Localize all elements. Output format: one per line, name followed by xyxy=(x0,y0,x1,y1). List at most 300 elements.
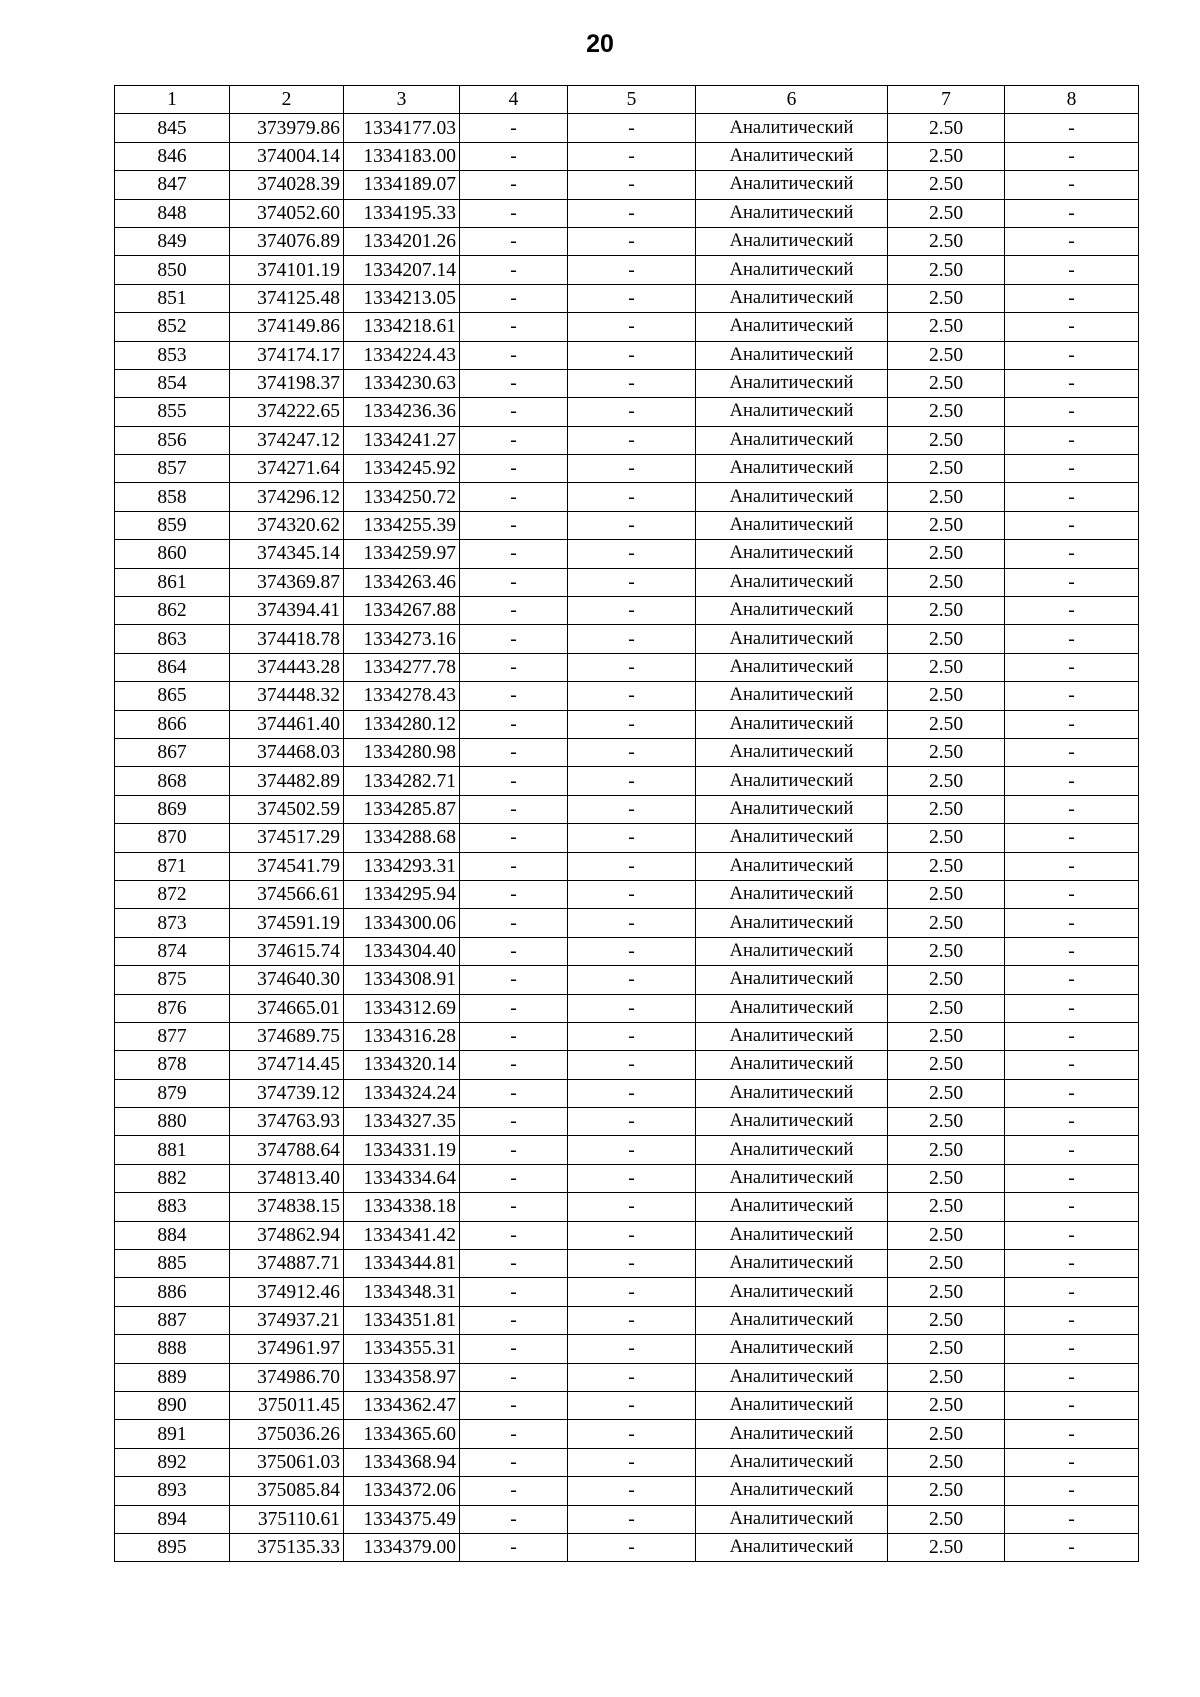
y-coordinate-cell: 1334348.31 xyxy=(344,1278,460,1306)
y-coordinate-cell: 1334293.31 xyxy=(344,852,460,880)
col4-cell: - xyxy=(460,767,568,795)
col5-cell: - xyxy=(568,966,696,994)
x-coordinate-cell: 374004.14 xyxy=(230,142,344,170)
y-coordinate-cell: 1334351.81 xyxy=(344,1306,460,1334)
method-cell: Аналитический xyxy=(696,1221,888,1249)
col8-cell: - xyxy=(1005,256,1139,284)
col4-cell: - xyxy=(460,1477,568,1505)
col5-cell: - xyxy=(568,483,696,511)
table-row xyxy=(115,1136,1139,1164)
col8-cell: - xyxy=(1005,313,1139,341)
col4-cell: - xyxy=(460,511,568,539)
method-cell: Аналитический xyxy=(696,1363,888,1391)
table-row xyxy=(115,455,1139,483)
col4-cell: - xyxy=(460,540,568,568)
y-coordinate-cell: 1334355.31 xyxy=(344,1335,460,1363)
col4-cell: - xyxy=(460,455,568,483)
accuracy-cell: 2.50 xyxy=(888,1193,1005,1221)
point-number-cell: 878 xyxy=(115,1051,230,1079)
accuracy-cell: 2.50 xyxy=(888,341,1005,369)
y-coordinate-cell: 1334316.28 xyxy=(344,1022,460,1050)
method-cell: Аналитический xyxy=(696,1306,888,1334)
x-coordinate-cell: 374149.86 xyxy=(230,313,344,341)
col8-cell: - xyxy=(1005,511,1139,539)
x-coordinate-cell: 374101.19 xyxy=(230,256,344,284)
point-number-cell: 877 xyxy=(115,1022,230,1050)
col8-cell: - xyxy=(1005,1108,1139,1136)
col8-cell: - xyxy=(1005,483,1139,511)
accuracy-cell: 2.50 xyxy=(888,1164,1005,1192)
x-coordinate-cell: 374076.89 xyxy=(230,227,344,255)
x-coordinate-cell: 374566.61 xyxy=(230,880,344,908)
col4-cell: - xyxy=(460,1448,568,1476)
table-row xyxy=(115,824,1139,852)
point-number-cell: 864 xyxy=(115,653,230,681)
accuracy-cell: 2.50 xyxy=(888,1278,1005,1306)
col5-cell: - xyxy=(568,767,696,795)
table-row xyxy=(115,682,1139,710)
col4-cell: - xyxy=(460,1079,568,1107)
x-coordinate-cell: 374615.74 xyxy=(230,937,344,965)
table-row xyxy=(115,1420,1139,1448)
accuracy-cell: 2.50 xyxy=(888,1306,1005,1334)
method-cell: Аналитический xyxy=(696,1079,888,1107)
method-cell: Аналитический xyxy=(696,199,888,227)
x-coordinate-cell: 373979.86 xyxy=(230,114,344,142)
accuracy-cell: 2.50 xyxy=(888,1477,1005,1505)
accuracy-cell: 2.50 xyxy=(888,597,1005,625)
col4-cell: - xyxy=(460,1363,568,1391)
col4-cell: - xyxy=(460,1193,568,1221)
col4-cell: - xyxy=(460,824,568,852)
col4-cell: - xyxy=(460,1136,568,1164)
table-row xyxy=(115,398,1139,426)
y-coordinate-cell: 1334282.71 xyxy=(344,767,460,795)
table-row xyxy=(115,369,1139,397)
col5-cell: - xyxy=(568,142,696,170)
method-cell: Аналитический xyxy=(696,625,888,653)
x-coordinate-cell: 374591.19 xyxy=(230,909,344,937)
method-cell: Аналитический xyxy=(696,568,888,596)
accuracy-cell: 2.50 xyxy=(888,1363,1005,1391)
x-coordinate-cell: 374937.21 xyxy=(230,1306,344,1334)
table-row xyxy=(115,994,1139,1022)
x-coordinate-cell: 374862.94 xyxy=(230,1221,344,1249)
accuracy-cell: 2.50 xyxy=(888,1108,1005,1136)
col5-cell: - xyxy=(568,369,696,397)
col8-cell: - xyxy=(1005,142,1139,170)
col5-cell: - xyxy=(568,398,696,426)
table-row xyxy=(115,937,1139,965)
accuracy-cell: 2.50 xyxy=(888,1136,1005,1164)
point-number-cell: 884 xyxy=(115,1221,230,1249)
y-coordinate-cell: 1334312.69 xyxy=(344,994,460,1022)
method-cell: Аналитический xyxy=(696,511,888,539)
col8-cell: - xyxy=(1005,1533,1139,1561)
method-cell: Аналитический xyxy=(696,994,888,1022)
col8-cell: - xyxy=(1005,1391,1139,1419)
method-cell: Аналитический xyxy=(696,738,888,766)
col4-cell: - xyxy=(460,171,568,199)
accuracy-cell: 2.50 xyxy=(888,1505,1005,1533)
point-number-cell: 865 xyxy=(115,682,230,710)
table-row xyxy=(115,511,1139,539)
col8-cell: - xyxy=(1005,1363,1139,1391)
col5-cell: - xyxy=(568,199,696,227)
method-cell: Аналитический xyxy=(696,824,888,852)
y-coordinate-cell: 1334362.47 xyxy=(344,1391,460,1419)
x-coordinate-cell: 374714.45 xyxy=(230,1051,344,1079)
col8-cell: - xyxy=(1005,1505,1139,1533)
col8-cell: - xyxy=(1005,171,1139,199)
point-number-cell: 852 xyxy=(115,313,230,341)
col5-cell: - xyxy=(568,852,696,880)
col8-cell: - xyxy=(1005,1022,1139,1050)
accuracy-cell: 2.50 xyxy=(888,426,1005,454)
col8-cell: - xyxy=(1005,824,1139,852)
col8-cell: - xyxy=(1005,568,1139,596)
col8-cell: - xyxy=(1005,597,1139,625)
column-header: 6 xyxy=(696,86,888,114)
table-row xyxy=(115,1448,1139,1476)
col5-cell: - xyxy=(568,682,696,710)
y-coordinate-cell: 1334358.97 xyxy=(344,1363,460,1391)
col5-cell: - xyxy=(568,1391,696,1419)
col4-cell: - xyxy=(460,1505,568,1533)
y-coordinate-cell: 1334183.00 xyxy=(344,142,460,170)
col4-cell: - xyxy=(460,597,568,625)
col8-cell: - xyxy=(1005,1420,1139,1448)
y-coordinate-cell: 1334224.43 xyxy=(344,341,460,369)
x-coordinate-cell: 375061.03 xyxy=(230,1448,344,1476)
col5-cell: - xyxy=(568,1051,696,1079)
x-coordinate-cell: 374541.79 xyxy=(230,852,344,880)
point-number-cell: 882 xyxy=(115,1164,230,1192)
y-coordinate-cell: 1334201.26 xyxy=(344,227,460,255)
col8-cell: - xyxy=(1005,1250,1139,1278)
table-row xyxy=(115,738,1139,766)
accuracy-cell: 2.50 xyxy=(888,568,1005,596)
table-row xyxy=(115,142,1139,170)
x-coordinate-cell: 374028.39 xyxy=(230,171,344,199)
table-row xyxy=(115,568,1139,596)
col8-cell: - xyxy=(1005,1448,1139,1476)
accuracy-cell: 2.50 xyxy=(888,1335,1005,1363)
method-cell: Аналитический xyxy=(696,795,888,823)
table-header-row xyxy=(115,86,1139,114)
point-number-cell: 892 xyxy=(115,1448,230,1476)
accuracy-cell: 2.50 xyxy=(888,1391,1005,1419)
table-row xyxy=(115,1221,1139,1249)
x-coordinate-cell: 374125.48 xyxy=(230,284,344,312)
table-row xyxy=(115,1363,1139,1391)
y-coordinate-cell: 1334213.05 xyxy=(344,284,460,312)
y-coordinate-cell: 1334263.46 xyxy=(344,568,460,596)
y-coordinate-cell: 1334300.06 xyxy=(344,909,460,937)
col4-cell: - xyxy=(460,994,568,1022)
point-number-cell: 872 xyxy=(115,880,230,908)
y-coordinate-cell: 1334250.72 xyxy=(344,483,460,511)
col4-cell: - xyxy=(460,1022,568,1050)
x-coordinate-cell: 374838.15 xyxy=(230,1193,344,1221)
col5-cell: - xyxy=(568,1079,696,1107)
table-row xyxy=(115,284,1139,312)
col4-cell: - xyxy=(460,369,568,397)
table-row xyxy=(115,1278,1139,1306)
col8-cell: - xyxy=(1005,852,1139,880)
point-number-cell: 861 xyxy=(115,568,230,596)
col4-cell: - xyxy=(460,426,568,454)
point-number-cell: 880 xyxy=(115,1108,230,1136)
col5-cell: - xyxy=(568,824,696,852)
accuracy-cell: 2.50 xyxy=(888,767,1005,795)
point-number-cell: 846 xyxy=(115,142,230,170)
y-coordinate-cell: 1334280.12 xyxy=(344,710,460,738)
point-number-cell: 857 xyxy=(115,455,230,483)
method-cell: Аналитический xyxy=(696,909,888,937)
table-row xyxy=(115,909,1139,937)
method-cell: Аналитический xyxy=(696,966,888,994)
table-row xyxy=(115,1477,1139,1505)
point-number-cell: 860 xyxy=(115,540,230,568)
accuracy-cell: 2.50 xyxy=(888,284,1005,312)
point-number-cell: 871 xyxy=(115,852,230,880)
col4-cell: - xyxy=(460,1250,568,1278)
x-coordinate-cell: 374052.60 xyxy=(230,199,344,227)
y-coordinate-cell: 1334331.19 xyxy=(344,1136,460,1164)
table-row xyxy=(115,1250,1139,1278)
x-coordinate-cell: 375110.61 xyxy=(230,1505,344,1533)
method-cell: Аналитический xyxy=(696,1136,888,1164)
accuracy-cell: 2.50 xyxy=(888,540,1005,568)
col8-cell: - xyxy=(1005,455,1139,483)
method-cell: Аналитический xyxy=(696,1533,888,1561)
accuracy-cell: 2.50 xyxy=(888,1420,1005,1448)
y-coordinate-cell: 1334375.49 xyxy=(344,1505,460,1533)
x-coordinate-cell: 375135.33 xyxy=(230,1533,344,1561)
table-body xyxy=(115,114,1139,1562)
col8-cell: - xyxy=(1005,1079,1139,1107)
col4-cell: - xyxy=(460,710,568,738)
table-row xyxy=(115,1335,1139,1363)
accuracy-cell: 2.50 xyxy=(888,313,1005,341)
x-coordinate-cell: 374788.64 xyxy=(230,1136,344,1164)
col8-cell: - xyxy=(1005,199,1139,227)
accuracy-cell: 2.50 xyxy=(888,682,1005,710)
col4-cell: - xyxy=(460,1164,568,1192)
x-coordinate-cell: 374296.12 xyxy=(230,483,344,511)
x-coordinate-cell: 375011.45 xyxy=(230,1391,344,1419)
table-row xyxy=(115,625,1139,653)
col4-cell: - xyxy=(460,114,568,142)
table-row xyxy=(115,966,1139,994)
accuracy-cell: 2.50 xyxy=(888,227,1005,255)
y-coordinate-cell: 1334327.35 xyxy=(344,1108,460,1136)
point-number-cell: 879 xyxy=(115,1079,230,1107)
accuracy-cell: 2.50 xyxy=(888,1533,1005,1561)
method-cell: Аналитический xyxy=(696,1193,888,1221)
col5-cell: - xyxy=(568,256,696,284)
column-header: 1 xyxy=(115,86,230,114)
col5-cell: - xyxy=(568,994,696,1022)
method-cell: Аналитический xyxy=(696,682,888,710)
col8-cell: - xyxy=(1005,284,1139,312)
col4-cell: - xyxy=(460,682,568,710)
col5-cell: - xyxy=(568,710,696,738)
x-coordinate-cell: 374665.01 xyxy=(230,994,344,1022)
point-number-cell: 888 xyxy=(115,1335,230,1363)
point-number-cell: 881 xyxy=(115,1136,230,1164)
point-number-cell: 854 xyxy=(115,369,230,397)
method-cell: Аналитический xyxy=(696,369,888,397)
accuracy-cell: 2.50 xyxy=(888,653,1005,681)
x-coordinate-cell: 374502.59 xyxy=(230,795,344,823)
y-coordinate-cell: 1334236.36 xyxy=(344,398,460,426)
point-number-cell: 890 xyxy=(115,1391,230,1419)
y-coordinate-cell: 1334295.94 xyxy=(344,880,460,908)
col4-cell: - xyxy=(460,880,568,908)
col5-cell: - xyxy=(568,1505,696,1533)
accuracy-cell: 2.50 xyxy=(888,625,1005,653)
table-row xyxy=(115,710,1139,738)
table-row xyxy=(115,1108,1139,1136)
col4-cell: - xyxy=(460,256,568,284)
point-number-cell: 869 xyxy=(115,795,230,823)
col8-cell: - xyxy=(1005,540,1139,568)
table-row xyxy=(115,1079,1139,1107)
accuracy-cell: 2.50 xyxy=(888,937,1005,965)
x-coordinate-cell: 374461.40 xyxy=(230,710,344,738)
column-header: 2 xyxy=(230,86,344,114)
col4-cell: - xyxy=(460,1278,568,1306)
accuracy-cell: 2.50 xyxy=(888,909,1005,937)
y-coordinate-cell: 1334320.14 xyxy=(344,1051,460,1079)
accuracy-cell: 2.50 xyxy=(888,199,1005,227)
col5-cell: - xyxy=(568,568,696,596)
col8-cell: - xyxy=(1005,369,1139,397)
table-row xyxy=(115,114,1139,142)
col4-cell: - xyxy=(460,568,568,596)
y-coordinate-cell: 1334334.64 xyxy=(344,1164,460,1192)
y-coordinate-cell: 1334241.27 xyxy=(344,426,460,454)
point-number-cell: 847 xyxy=(115,171,230,199)
table-row xyxy=(115,199,1139,227)
x-coordinate-cell: 374222.65 xyxy=(230,398,344,426)
y-coordinate-cell: 1334344.81 xyxy=(344,1250,460,1278)
col8-cell: - xyxy=(1005,114,1139,142)
y-coordinate-cell: 1334304.40 xyxy=(344,937,460,965)
col5-cell: - xyxy=(568,1136,696,1164)
y-coordinate-cell: 1334273.16 xyxy=(344,625,460,653)
method-cell: Аналитический xyxy=(696,1022,888,1050)
col8-cell: - xyxy=(1005,1051,1139,1079)
col5-cell: - xyxy=(568,1022,696,1050)
table-row xyxy=(115,1391,1139,1419)
col4-cell: - xyxy=(460,227,568,255)
method-cell: Аналитический xyxy=(696,398,888,426)
method-cell: Аналитический xyxy=(696,1391,888,1419)
col4-cell: - xyxy=(460,199,568,227)
col8-cell: - xyxy=(1005,398,1139,426)
col8-cell: - xyxy=(1005,795,1139,823)
coordinates-table xyxy=(114,85,1139,1562)
col5-cell: - xyxy=(568,1193,696,1221)
y-coordinate-cell: 1334189.07 xyxy=(344,171,460,199)
method-cell: Аналитический xyxy=(696,1505,888,1533)
x-coordinate-cell: 374739.12 xyxy=(230,1079,344,1107)
accuracy-cell: 2.50 xyxy=(888,1022,1005,1050)
col5-cell: - xyxy=(568,597,696,625)
method-cell: Аналитический xyxy=(696,1335,888,1363)
col5-cell: - xyxy=(568,1448,696,1476)
point-number-cell: 874 xyxy=(115,937,230,965)
table-row xyxy=(115,426,1139,454)
method-cell: Аналитический xyxy=(696,937,888,965)
accuracy-cell: 2.50 xyxy=(888,1448,1005,1476)
col5-cell: - xyxy=(568,738,696,766)
col4-cell: - xyxy=(460,284,568,312)
col5-cell: - xyxy=(568,625,696,653)
point-number-cell: 868 xyxy=(115,767,230,795)
col8-cell: - xyxy=(1005,1335,1139,1363)
x-coordinate-cell: 374961.97 xyxy=(230,1335,344,1363)
col5-cell: - xyxy=(568,795,696,823)
method-cell: Аналитический xyxy=(696,1420,888,1448)
column-header: 3 xyxy=(344,86,460,114)
x-coordinate-cell: 374271.64 xyxy=(230,455,344,483)
point-number-cell: 891 xyxy=(115,1420,230,1448)
col8-cell: - xyxy=(1005,1136,1139,1164)
point-number-cell: 859 xyxy=(115,511,230,539)
point-number-cell: 883 xyxy=(115,1193,230,1221)
col4-cell: - xyxy=(460,1108,568,1136)
method-cell: Аналитический xyxy=(696,852,888,880)
col4-cell: - xyxy=(460,398,568,426)
col8-cell: - xyxy=(1005,682,1139,710)
y-coordinate-cell: 1334280.98 xyxy=(344,738,460,766)
method-cell: Аналитический xyxy=(696,284,888,312)
y-coordinate-cell: 1334230.63 xyxy=(344,369,460,397)
col4-cell: - xyxy=(460,966,568,994)
x-coordinate-cell: 374198.37 xyxy=(230,369,344,397)
table-row xyxy=(115,1164,1139,1192)
x-coordinate-cell: 374418.78 xyxy=(230,625,344,653)
method-cell: Аналитический xyxy=(696,313,888,341)
point-number-cell: 867 xyxy=(115,738,230,766)
col5-cell: - xyxy=(568,1250,696,1278)
x-coordinate-cell: 374443.28 xyxy=(230,653,344,681)
col8-cell: - xyxy=(1005,625,1139,653)
col5-cell: - xyxy=(568,1164,696,1192)
x-coordinate-cell: 374448.32 xyxy=(230,682,344,710)
accuracy-cell: 2.50 xyxy=(888,738,1005,766)
method-cell: Аналитический xyxy=(696,597,888,625)
table-row xyxy=(115,597,1139,625)
col4-cell: - xyxy=(460,1335,568,1363)
col8-cell: - xyxy=(1005,909,1139,937)
col5-cell: - xyxy=(568,880,696,908)
accuracy-cell: 2.50 xyxy=(888,1051,1005,1079)
table-row xyxy=(115,227,1139,255)
col5-cell: - xyxy=(568,1420,696,1448)
point-number-cell: 848 xyxy=(115,199,230,227)
method-cell: Аналитический xyxy=(696,540,888,568)
y-coordinate-cell: 1334177.03 xyxy=(344,114,460,142)
point-number-cell: 889 xyxy=(115,1363,230,1391)
col5-cell: - xyxy=(568,1363,696,1391)
method-cell: Аналитический xyxy=(696,1250,888,1278)
col5-cell: - xyxy=(568,1108,696,1136)
